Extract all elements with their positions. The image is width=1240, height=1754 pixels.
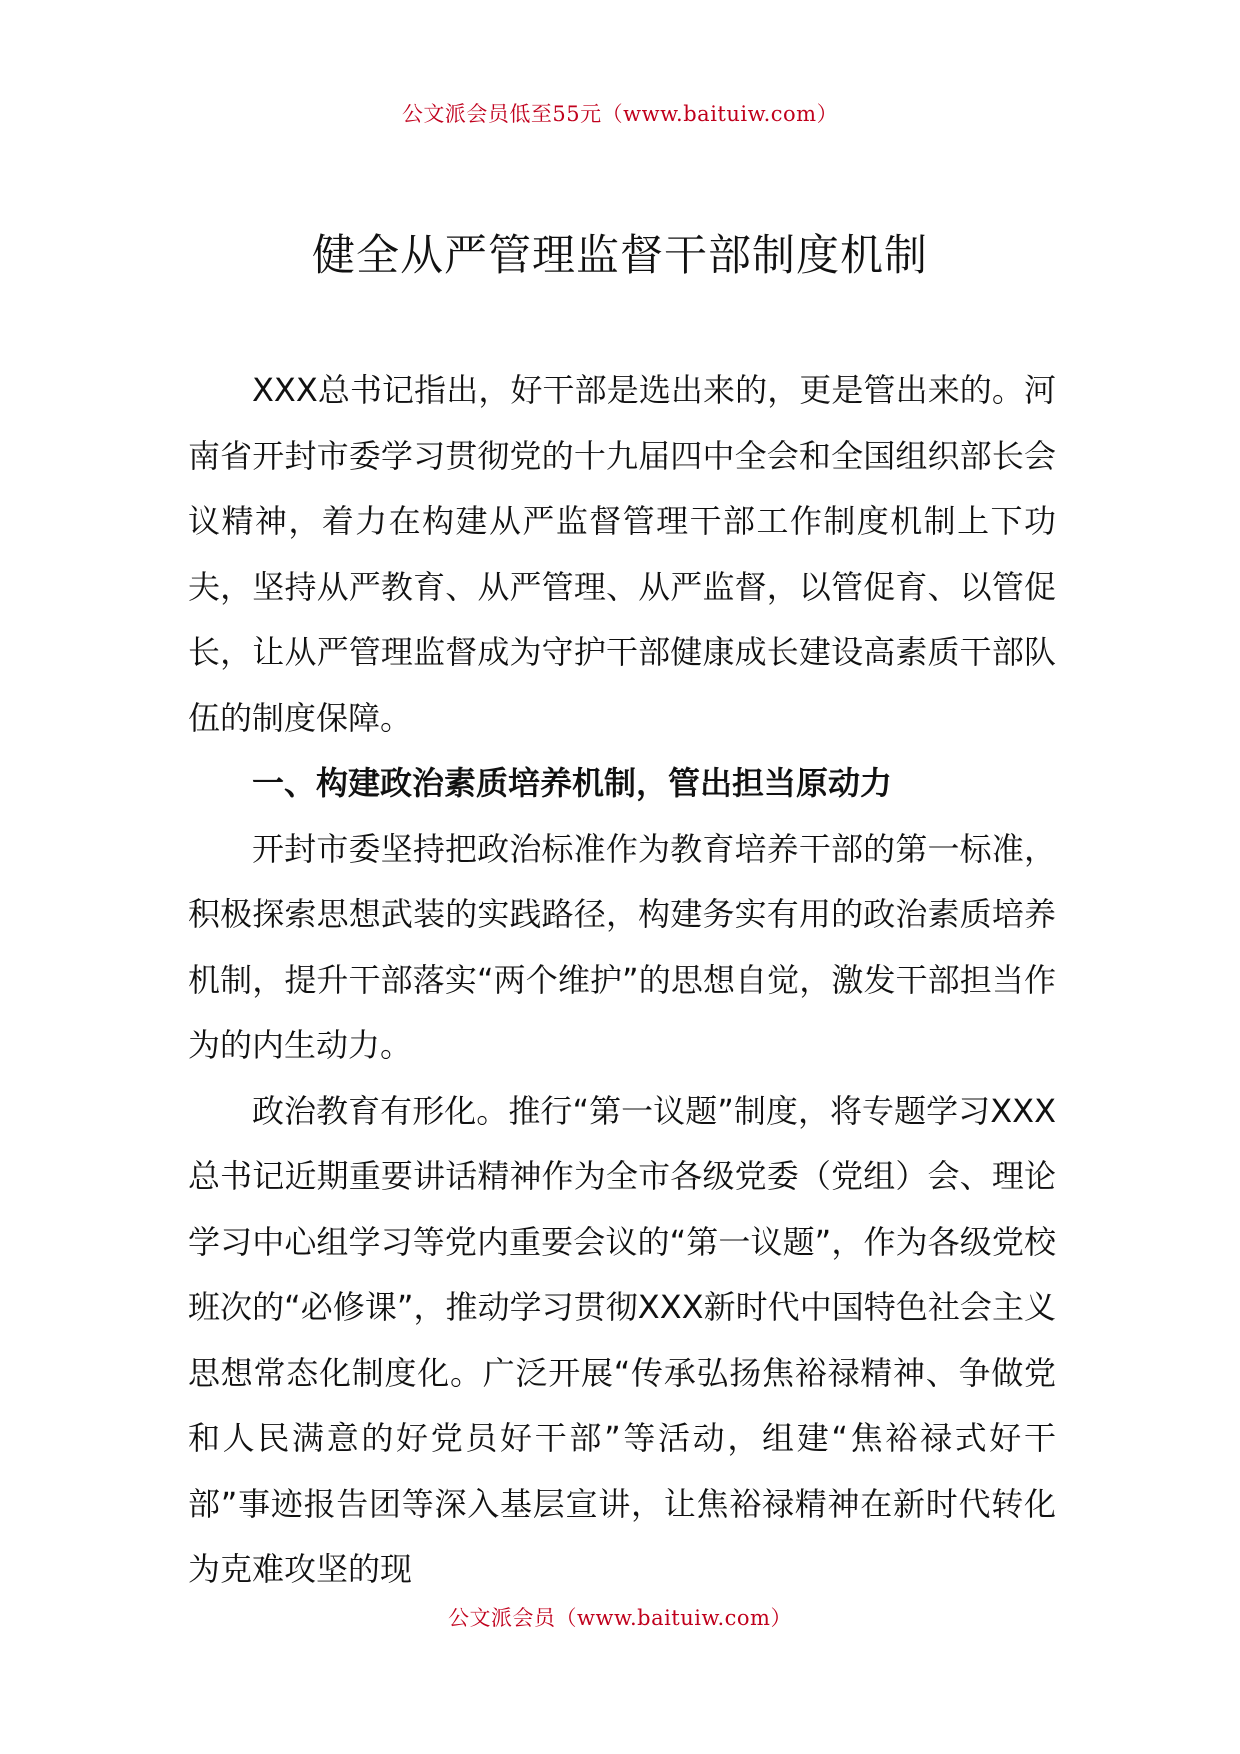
body-paragraph: 政治教育有形化。推行“第一议题”制度，将专题学习XXX总书记近期重要讲话精神作为全市各级党委（党组）会、理论学习中心组学习等党内重要会议的“第一议题”，作为各级党校班次的“必修课”，推动学习贯彻XXX新时代中国特色社会主义思想常态化制度化。广泛开展“传承弘扬焦裕禄精神、争做党和人民满意的好党员好干部”等活动，组建“焦裕禄式好干部”事迹报告团等深入基层宣讲，让焦裕禄精神在新时代转化为克难攻坚的现 — [188, 1091, 1056, 1588]
footer-watermark-link[interactable]: 公文派会员（www.baituiw.com） — [448, 1606, 792, 1630]
document-body — [188, 358, 1056, 1603]
intro-paragraph: XXX总书记指出，好干部是选出来的，更是管出来的。河南省开封市委学习贯彻党的十九届四中全会和全国组织部长会议精神，着力在构建从严监督管理干部工作制度机制上下功夫，坚持从严教育、从严管理、从严监督，以管促育、以管促长，让从严管理监督成为守护干部健康成长建设高素质干部队伍的制度保障。 — [188, 371, 1056, 737]
document-title: 健全从严管理监督干部制度机制 — [312, 231, 928, 281]
body-paragraph: 开封市委坚持把政治标准作为教育培养干部的第一标准，积极探索思想武装的实践路径，构建务实有用的政治素质培养机制，提升干部落实“两个维护”的思想自觉，激发干部担当作为的内生动力。 — [188, 829, 1056, 1064]
header-watermark-link[interactable]: 公文派会员低至55元（www.baituiw.com） — [401, 102, 839, 126]
section-heading: 一、构建政治素质培养机制，管出担当原动力 — [252, 764, 893, 802]
